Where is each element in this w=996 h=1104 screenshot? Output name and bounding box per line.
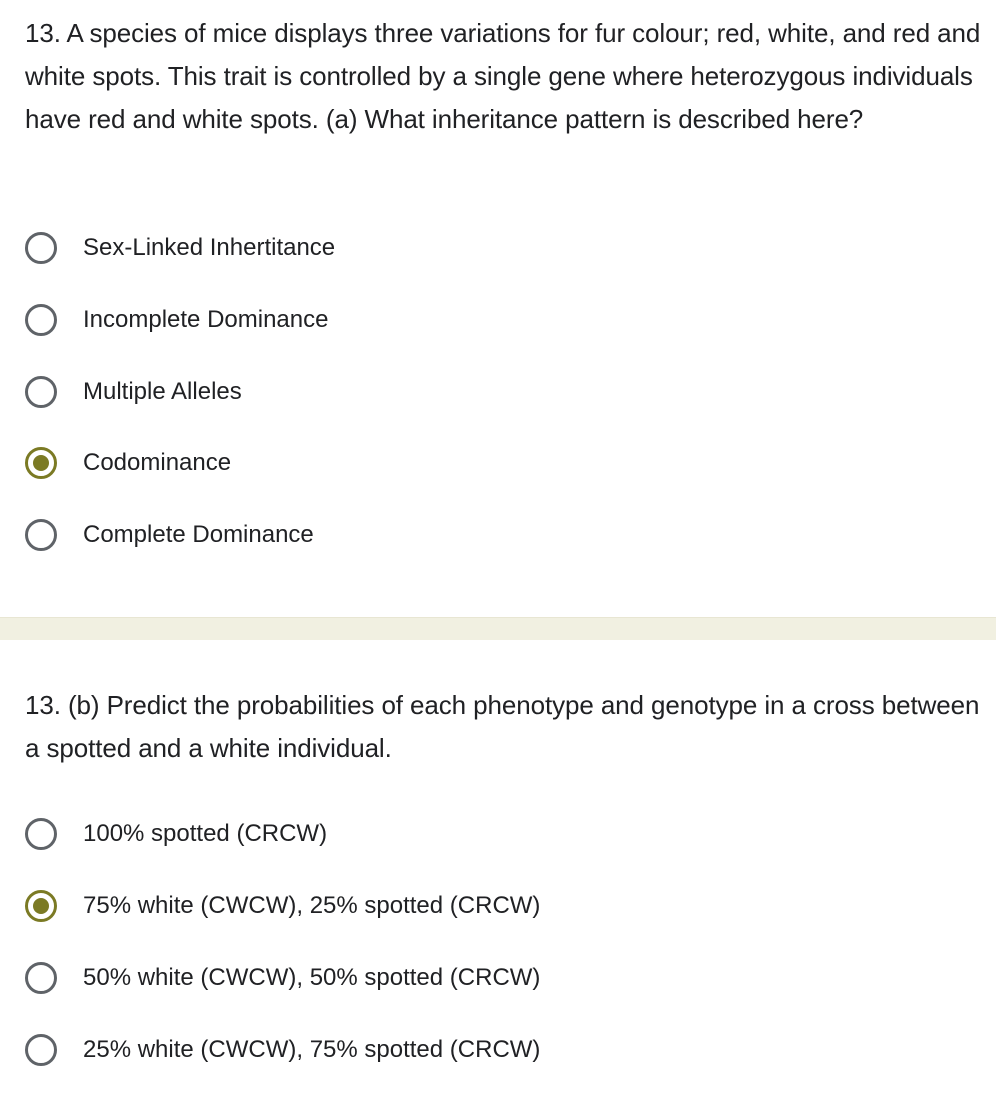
- option-b-75-white[interactable]: [0, 878, 996, 938]
- option-label: Codominance: [83, 449, 232, 476]
- option-a-codominance[interactable]: [0, 435, 996, 495]
- radio-unchecked-icon[interactable]: [25, 1034, 57, 1066]
- radio-unchecked-icon[interactable]: [25, 304, 57, 336]
- radio-checked-icon[interactable]: [25, 890, 57, 922]
- radio-unchecked-icon[interactable]: [25, 232, 57, 264]
- option-a-multiple-alleles[interactable]: [0, 364, 996, 424]
- option-b-25-white[interactable]: [0, 1022, 996, 1082]
- radio-unchecked-icon[interactable]: [25, 818, 57, 850]
- radio-unchecked-icon[interactable]: [25, 519, 57, 551]
- option-label: Incomplete Dominance: [83, 306, 329, 333]
- option-a-complete-dominance[interactable]: [0, 507, 996, 567]
- option-label: 100% spotted (CRCW): [83, 820, 328, 847]
- option-label: Complete Dominance: [83, 521, 314, 548]
- question-b: [0, 684, 996, 770]
- option-label: 50% white (CWCW), 50% spotted (CRCW): [83, 964, 541, 991]
- question-a: [0, 12, 996, 141]
- radio-unchecked-icon[interactable]: [25, 962, 57, 994]
- option-a-sex-linked[interactable]: [0, 220, 996, 280]
- question-b-text: 13. (b) Predict the probabilities of each phenotype and genotype in a cross between a spotted and a white individual.: [25, 690, 980, 763]
- option-b-50-white[interactable]: [0, 950, 996, 1010]
- option-label: 75% white (CWCW), 25% spotted (CRCW): [83, 892, 541, 919]
- option-label: Multiple Alleles: [83, 378, 242, 405]
- option-b-100-spotted[interactable]: [0, 806, 996, 866]
- option-a-incomplete-dominance[interactable]: [0, 292, 996, 352]
- option-label: 25% white (CWCW), 75% spotted (CRCW): [83, 1036, 541, 1063]
- radio-unchecked-icon[interactable]: [25, 376, 57, 408]
- radio-checked-icon[interactable]: [25, 447, 57, 479]
- question-a-text: 13. A species of mice displays three variations for fur colour; red, white, and red and white spots. This trait is controlled by a single gene where heterozygous individuals have red and white spots. (a) What inheritance pattern is described here?: [25, 18, 981, 134]
- option-label: Sex-Linked Inhertitance: [83, 234, 336, 261]
- section-divider: [0, 617, 996, 640]
